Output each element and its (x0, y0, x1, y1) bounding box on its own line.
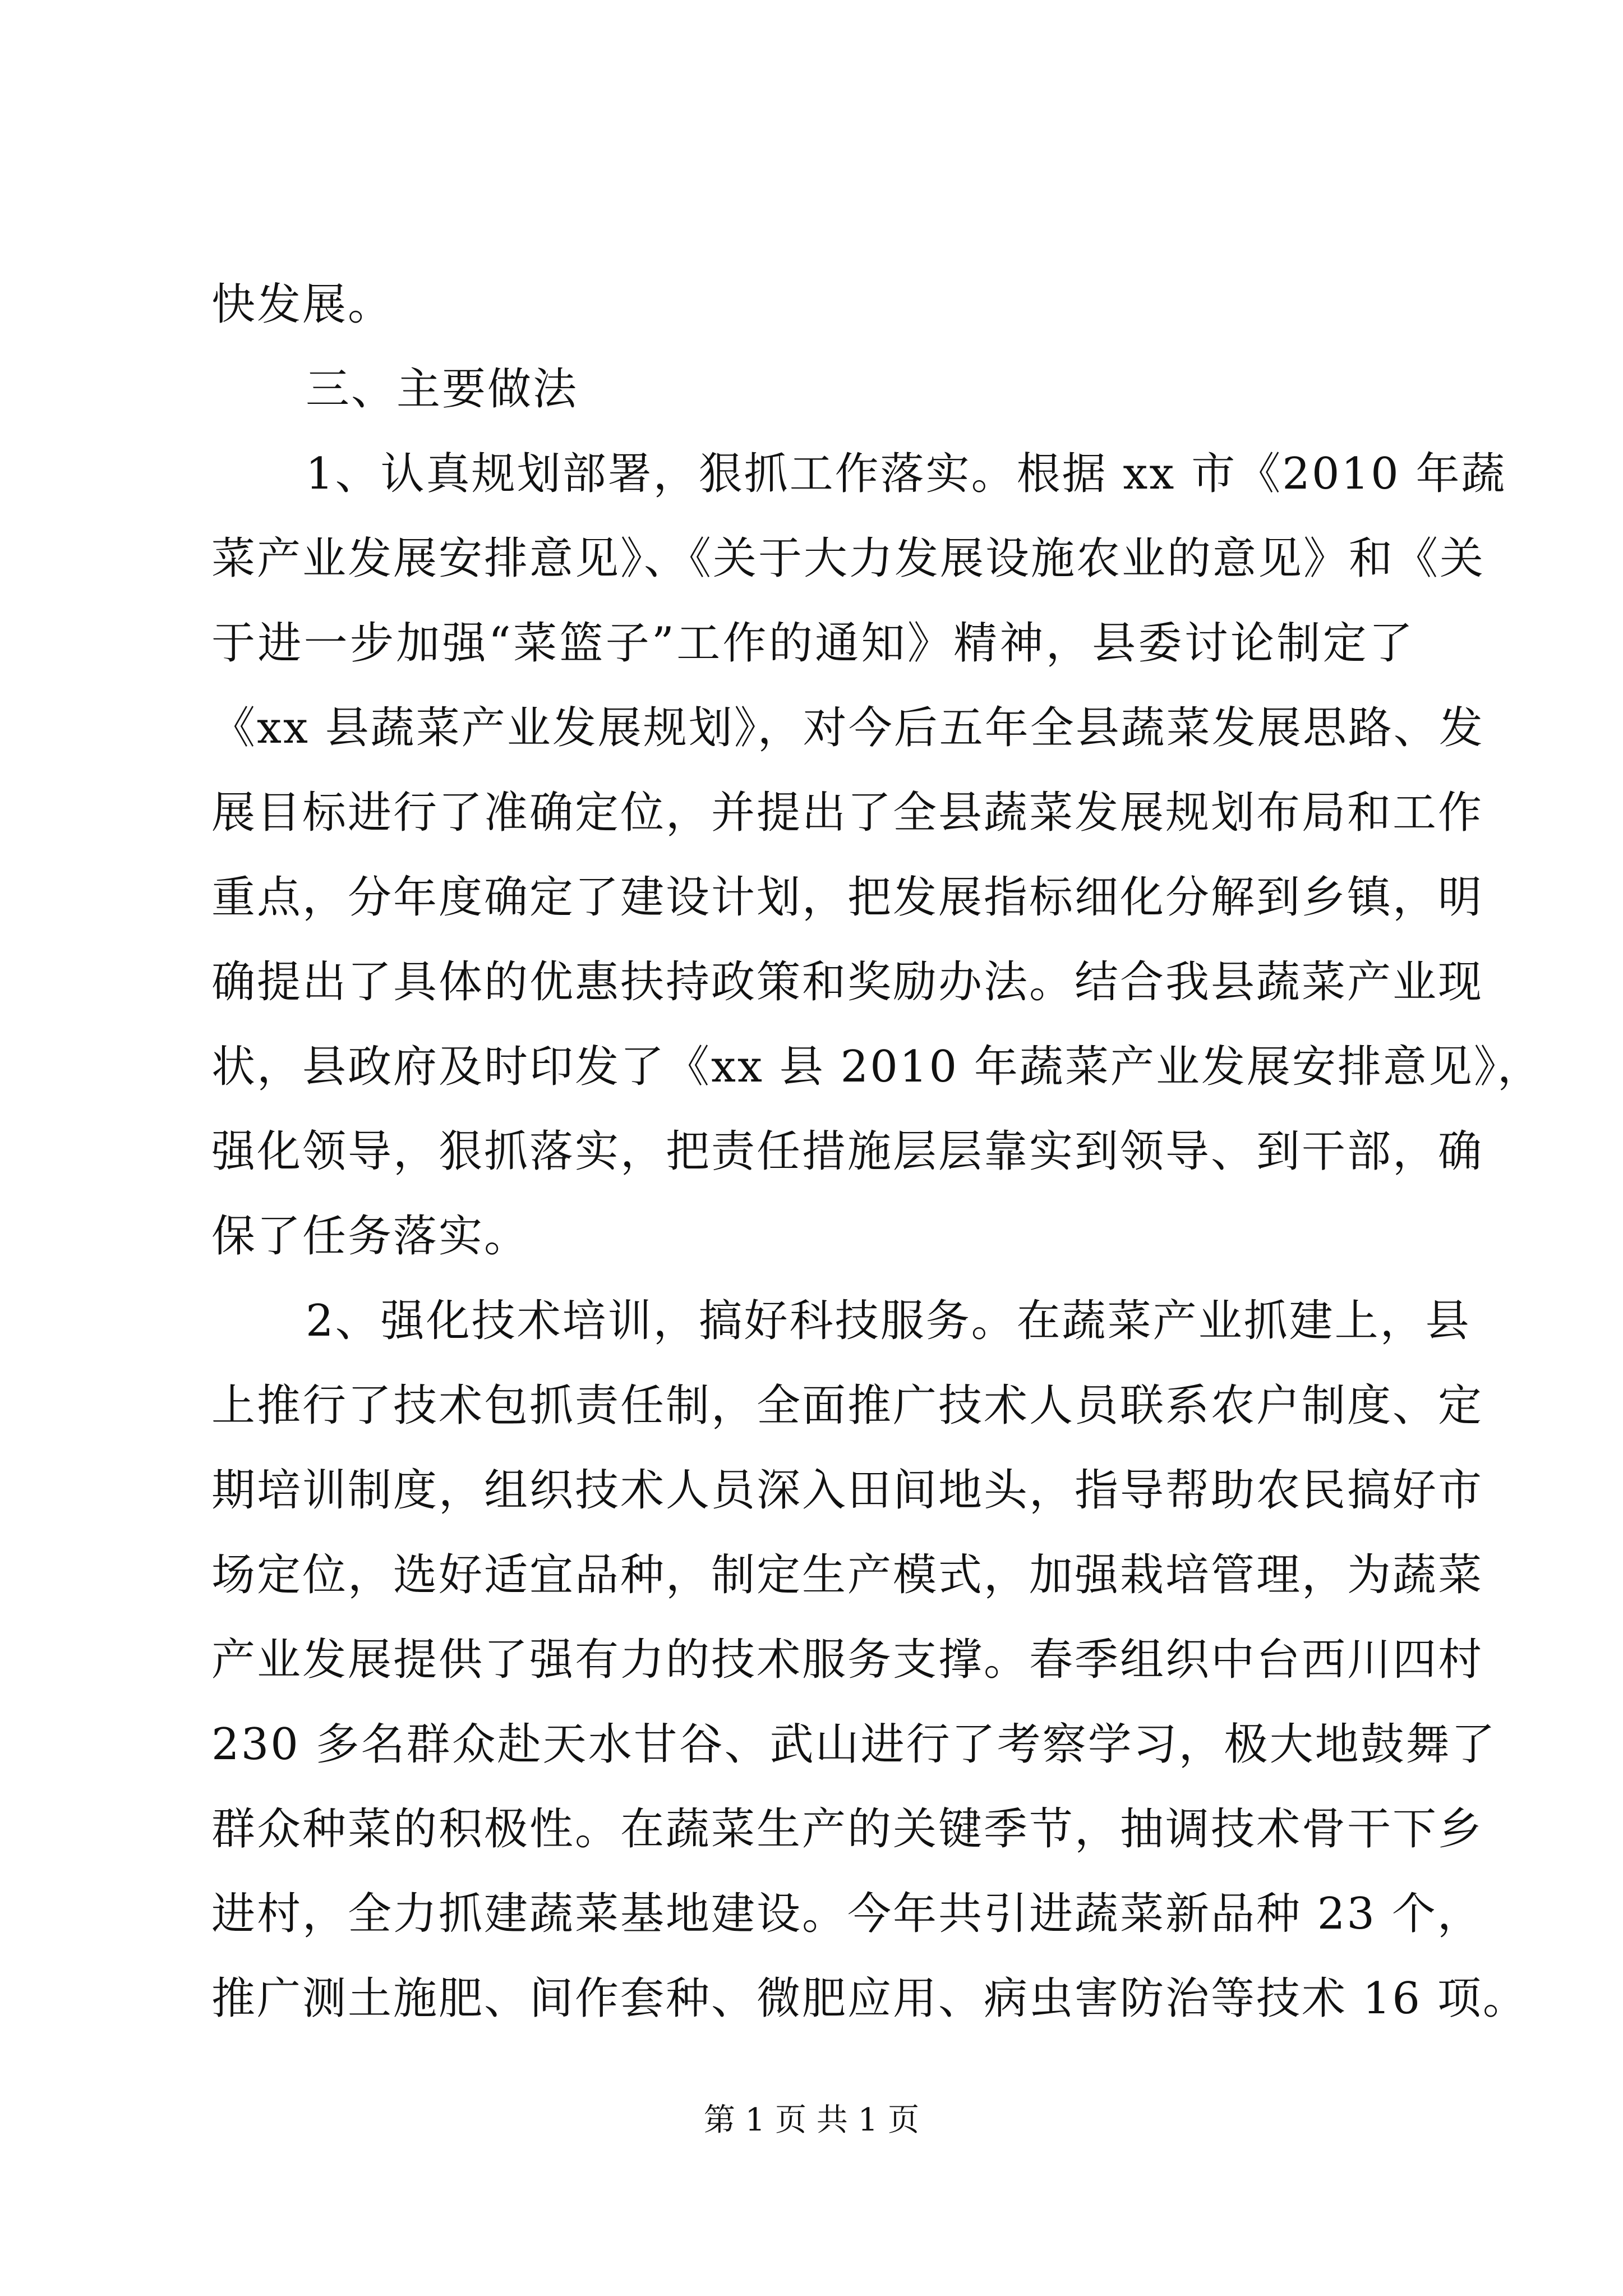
paragraph-2-line: 场定位，选好适宜品种，制定生产模式，加强栽培管理，为蔬菜 (211, 1550, 1484, 1600)
paragraph-2-line: 期培训制度，组织技术人员深入田间地头，指导帮助农民搞好市 (211, 1465, 1484, 1516)
section-heading: 三、主要做法 (306, 364, 579, 415)
paragraph-2-line: 2、强化技术培训，搞好科技服务。在蔬菜产业抓建上，县 (306, 1296, 1471, 1346)
paragraph-1-line: 《xx 县蔬菜产业发展规划》，对今后五年全县蔬菜发展思路、发 (211, 703, 1484, 753)
paragraph-1-line: 于进一步加强“菜篮子”工作的通知》精神，县委讨论制定了 (211, 618, 1414, 669)
paragraph-2-line: 推广测土施肥、间作套种、微肥应用、病虫害防治等技术 16 项。 (211, 1973, 1528, 2024)
document-body (211, 263, 1543, 2041)
paragraph-2-line: 230 多名群众赴天水甘谷、武山进行了考察学习，极大地鼓舞了 (211, 1719, 1497, 1770)
paragraph-2-line: 产业发展提供了强有力的技术服务支撑。春季组织中台西川四村 (211, 1635, 1484, 1685)
paragraph-1-line: 强化领导，狠抓落实，把责任措施层层靠实到领导、到干部，确 (211, 1126, 1484, 1177)
paragraph-1-line: 1、认真规划部署，狠抓工作落实。根据 xx 市《2010 年蔬 (306, 449, 1507, 499)
paragraph-1-line: 保了任务落实。 (211, 1211, 530, 1262)
paragraph-2-line: 群众种菜的积极性。在蔬菜生产的关键季节，抽调技术骨干下乡 (211, 1804, 1484, 1855)
paragraph-1-line: 确提出了具体的优惠扶持政策和奖励办法。结合我县蔬菜产业现 (211, 957, 1484, 1007)
paragraph-1-line: 菜产业发展安排意见》、《关于大力发展设施农业的意见》和《关 (211, 533, 1486, 584)
page-footer: 第 1 页 共 1 页 (703, 2102, 920, 2138)
paragraph-2-line: 上推行了技术包抓责任制，全面推广技术人员联系农户制度、定 (211, 1381, 1484, 1431)
paragraph-1-line: 展目标进行了准确定位，并提出了全县蔬菜发展规划布局和工作 (211, 788, 1484, 838)
paragraph-1-line: 状，县政府及时印发了《xx 县 2010 年蔬菜产业发展安排意见》， (211, 1042, 1543, 1092)
paragraph-2-line: 进村，全力抓建蔬菜基地建设。今年共引进蔬菜新品种 23 个， (211, 1889, 1483, 1939)
paragraph-1-line: 重点，分年度确定了建设计划，把发展指标细化分解到乡镇，明 (211, 872, 1484, 923)
text-line: 快发展。 (211, 279, 394, 330)
